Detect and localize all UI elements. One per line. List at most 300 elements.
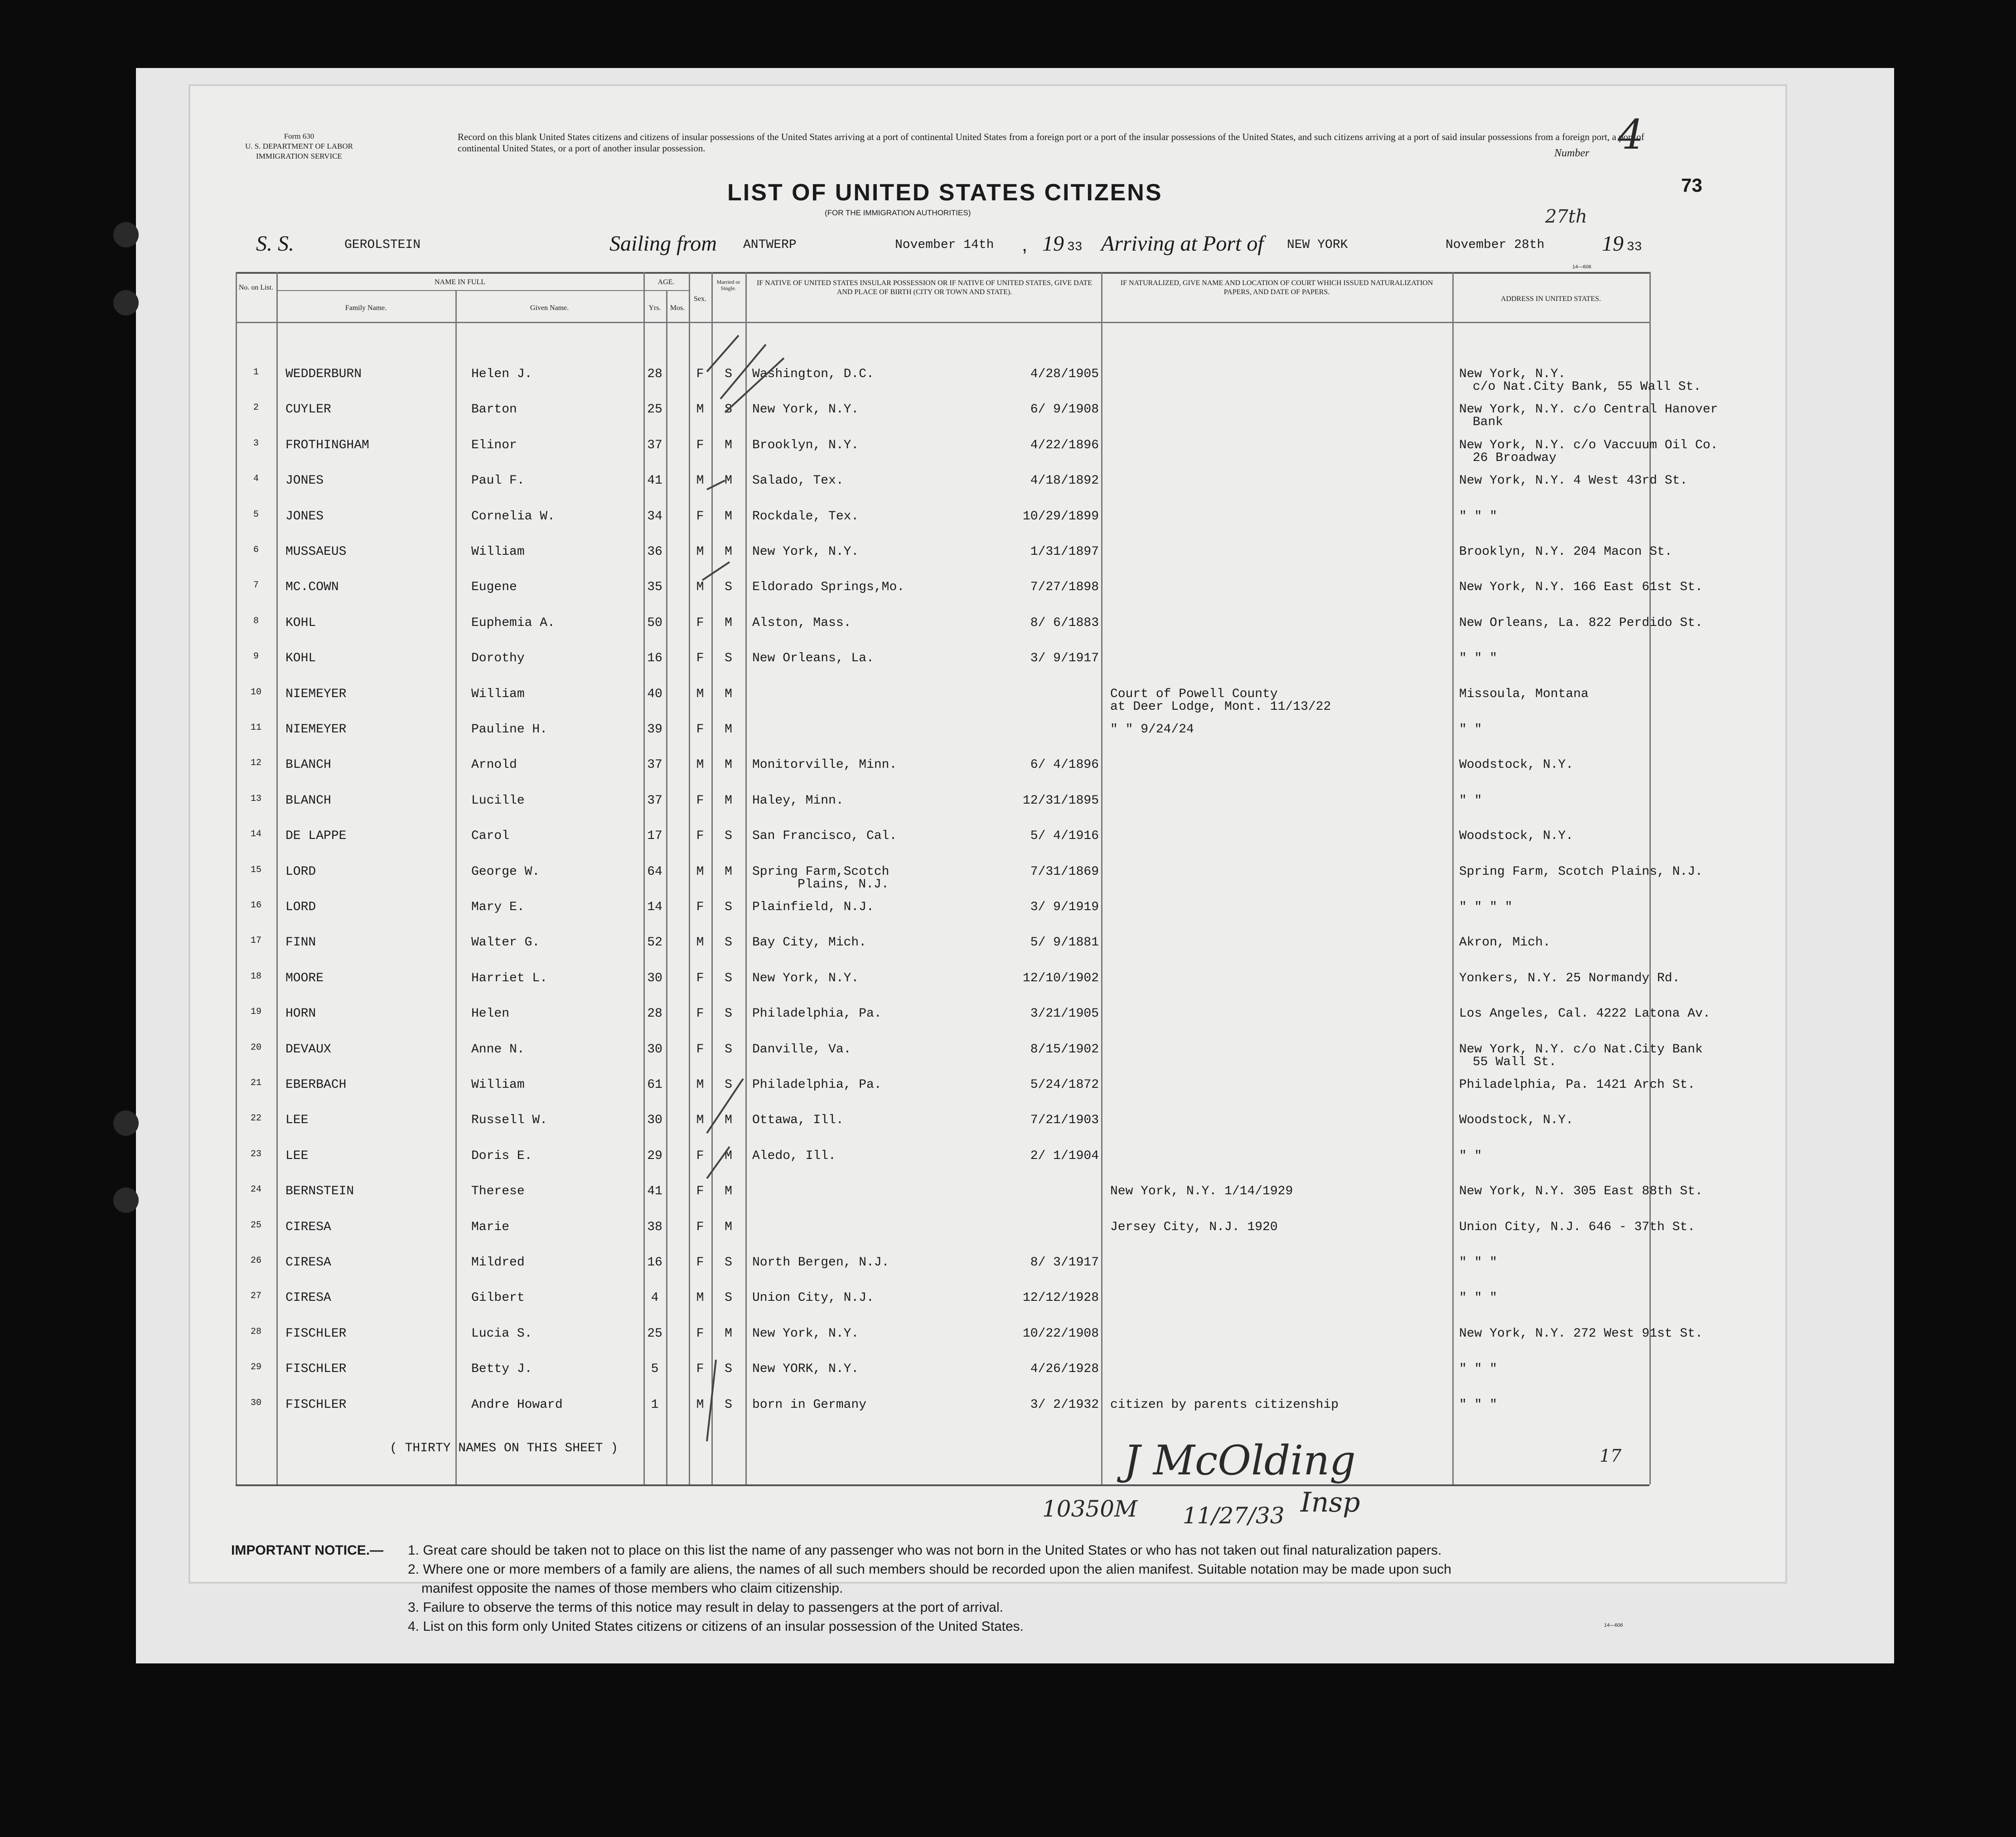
cell-family: LEE: [285, 1113, 309, 1128]
cell-addr1: New York, N.Y. c/o Vaccuum Oil Co.: [1459, 438, 1718, 452]
inspector-signature: J McOlding: [1124, 1437, 1356, 1484]
cell-ms: S: [725, 1362, 732, 1377]
cell-given: Arnold: [471, 758, 517, 772]
cell-family: JONES: [285, 474, 324, 488]
cell-date: 7/21/1903: [1030, 1113, 1099, 1128]
year-prefix-2: 19: [1602, 232, 1624, 256]
cell-yrs: 41: [647, 1184, 662, 1199]
cell-addr1: New York, N.Y. 272 West 91st St.: [1459, 1326, 1703, 1341]
cell-addr1: Los Angeles, Cal. 4222 Latona Av.: [1459, 1007, 1711, 1021]
cell-yrs: 34: [647, 509, 662, 523]
cell-family: NIEMEYER: [285, 722, 347, 737]
cell-no: 26: [250, 1255, 261, 1266]
cell-sex: M: [696, 864, 704, 879]
cell-no: 19: [250, 1007, 261, 1018]
cell-place: New YORK, N.Y.: [752, 1362, 859, 1377]
cell-addr1: Akron, Mich.: [1459, 935, 1551, 950]
cell-sex: M: [696, 1078, 704, 1092]
cell-given: Lucia S.: [471, 1326, 532, 1341]
cell-ms: M: [725, 474, 732, 488]
notice-item-1: 1. Great care should be taken not to place on this list the name of any passenger who was not born in the United States or who has not taken out final naturalization papers.: [408, 1543, 1442, 1558]
inspection-date: 11/27/33: [1183, 1503, 1285, 1529]
cell-date: 8/15/1902: [1030, 1042, 1099, 1057]
cell-yrs: 37: [647, 793, 662, 808]
page-number: 73: [1681, 174, 1702, 196]
cell-given: Anne N.: [471, 1042, 525, 1057]
cell-place: Monitorville, Minn.: [752, 758, 897, 772]
cell-yrs: 37: [647, 758, 662, 772]
col-header-married: Married or Single.: [716, 279, 740, 291]
cell-no: 2: [253, 402, 259, 413]
cell-ms: M: [725, 864, 732, 879]
cell-given: Carol: [471, 829, 510, 843]
cell-ms: S: [725, 1078, 732, 1092]
cell-ms: S: [725, 829, 732, 843]
cell-addr1: " ": [1459, 793, 1482, 808]
cell-place: born in Germany: [752, 1397, 867, 1412]
cell-given: Elinor: [471, 438, 517, 452]
cell-yrs: 16: [647, 651, 662, 666]
cell-addr1: Woodstock, N.Y.: [1459, 758, 1574, 772]
sailing-year: 33: [1067, 240, 1083, 254]
cell-place: Rockdale, Tex.: [752, 509, 859, 523]
cell-no: 13: [250, 793, 261, 804]
cell-family: DEVAUX: [285, 1042, 331, 1057]
cell-given: Marie: [471, 1220, 510, 1234]
cell-family: LEE: [285, 1149, 309, 1163]
cell-sex: F: [696, 616, 704, 630]
cell-place: Philadelphia, Pa.: [752, 1007, 882, 1021]
cell-no: 16: [250, 900, 261, 911]
cell-sex: F: [696, 1326, 704, 1341]
cell-place: Brooklyn, N.Y.: [752, 438, 859, 452]
cell-place: North Bergen, N.J.: [752, 1255, 890, 1270]
cell-addr2: c/o Nat.City Bank, 55 Wall St.: [1473, 380, 1702, 394]
cell-family: JONES: [285, 509, 324, 523]
cell-family: CIRESA: [285, 1291, 331, 1305]
cell-ms: M: [725, 793, 732, 808]
cell-no: 8: [253, 616, 259, 626]
cell-no: 3: [253, 438, 259, 449]
cell-place: New York, N.Y.: [752, 402, 859, 417]
col-header-family: Family Name.: [345, 304, 387, 312]
cell-family: BERNSTEIN: [285, 1184, 354, 1199]
cell-sex: M: [696, 687, 704, 701]
cell-nat1: New York, N.Y. 1/14/1929: [1110, 1184, 1293, 1199]
cell-addr1: " ": [1459, 1149, 1482, 1163]
col-header-address: ADDRESS IN UNITED STATES.: [1501, 295, 1601, 303]
cell-yrs: 37: [647, 438, 662, 452]
cell-no: 30: [250, 1397, 261, 1408]
cell-given: Doris E.: [471, 1149, 532, 1163]
cell-given: Euphemia A.: [471, 616, 555, 630]
cell-sex: F: [696, 1149, 704, 1163]
cell-no: 15: [250, 864, 261, 875]
cell-sex: M: [696, 545, 704, 559]
cell-yrs: 17: [647, 829, 662, 843]
cell-addr1: Yonkers, N.Y. 25 Normandy Rd.: [1459, 971, 1680, 985]
sailing-label: Sailing from: [609, 232, 717, 256]
cell-given: Barton: [471, 402, 517, 417]
cell-date: 6/ 9/1908: [1030, 402, 1099, 417]
cell-addr1: New York, N.Y.: [1459, 367, 1566, 381]
cell-no: 6: [253, 545, 259, 555]
cell-sex: F: [696, 1255, 704, 1270]
cell-no: 24: [250, 1184, 261, 1195]
col-header-age: AGE.: [657, 278, 675, 286]
cell-no: 21: [250, 1078, 261, 1088]
cell-yrs: 52: [647, 935, 662, 950]
cell-date: 4/22/1896: [1030, 438, 1099, 452]
year-prefix-1: 19: [1042, 232, 1064, 256]
cell-yrs: 29: [647, 1149, 662, 1163]
cell-addr2: 55 Wall St.: [1473, 1055, 1557, 1069]
cell-place: Washington, D.C.: [752, 367, 874, 381]
cell-nat1: " " 9/24/24: [1110, 722, 1194, 737]
cell-addr1: " " ": [1459, 651, 1498, 666]
cell-no: 20: [250, 1042, 261, 1053]
cell-addr1: New York, N.Y. 4 West 43rd St.: [1459, 474, 1688, 488]
cell-yrs: 30: [647, 1113, 662, 1128]
cell-no: 7: [253, 580, 259, 591]
cell-addr1: " ": [1459, 722, 1482, 737]
cell-addr1: Philadelphia, Pa. 1421 Arch St.: [1459, 1078, 1695, 1092]
col-header-birth: IF NATIVE OF UNITED STATES INSULAR POSSESSION OR IF NATIVE OF UNITED STATES, GIVE DATE AND PLACE OF BIRTH (CITY OR TOWN AND STATE).: [756, 279, 1093, 296]
cell-date: 10/22/1908: [1022, 1326, 1099, 1341]
tally-number: 17: [1600, 1446, 1622, 1466]
cell-sex: F: [696, 722, 704, 737]
col-header-yrs: Yrs.: [648, 304, 661, 312]
arrival-port: NEW YORK: [1287, 238, 1348, 252]
cell-no: 17: [250, 935, 261, 946]
cell-given: Betty J.: [471, 1362, 532, 1377]
cell-no: 4: [253, 474, 259, 485]
cell-given: Eugene: [471, 580, 517, 595]
cell-date: 1/31/1897: [1030, 545, 1099, 559]
cell-sex: M: [696, 402, 704, 417]
cell-place: New Orleans, La.: [752, 651, 874, 666]
cell-ms: S: [725, 651, 732, 666]
cell-place: Salado, Tex.: [752, 474, 844, 488]
cell-family: MUSSAEUS: [285, 545, 347, 559]
cell-yrs: 30: [647, 971, 662, 985]
cell-no: 25: [250, 1220, 261, 1231]
cell-yrs: 1: [651, 1397, 659, 1412]
cell-nat2: at Deer Lodge, Mont. 11/13/22: [1110, 699, 1331, 714]
cell-ms: M: [725, 545, 732, 559]
cell-place: Danville, Va.: [752, 1042, 851, 1057]
cell-ms: M: [725, 687, 732, 701]
cell-family: FISCHLER: [285, 1397, 347, 1412]
cell-sex: M: [696, 474, 704, 488]
cell-family: EBERBACH: [285, 1078, 347, 1092]
cell-date: 3/21/1905: [1030, 1007, 1099, 1021]
cell-yrs: 50: [647, 616, 662, 630]
cell-yrs: 28: [647, 1007, 662, 1021]
arrival-year: 33: [1627, 240, 1642, 254]
cell-family: FISCHLER: [285, 1326, 347, 1341]
page-subtitle: (FOR THE IMMIGRATION AUTHORITIES): [825, 208, 971, 217]
department: U. S. DEPARTMENT OF LABOR: [245, 142, 353, 150]
cell-date: 8/ 6/1883: [1030, 616, 1099, 630]
cell-sex: F: [696, 1042, 704, 1057]
cell-place: Philadelphia, Pa.: [752, 1078, 882, 1092]
notice-item-2-cont: manifest opposite the names of those members who claim citizenship.: [421, 1581, 843, 1596]
notice-item-2: 2. Where one or more members of a family are aliens, the names of all such members should be recorded upon the alien manifest. Suitable notation may be made upon such: [408, 1562, 1451, 1577]
cell-ms: S: [725, 1007, 732, 1021]
cell-place: Eldorado Springs,Mo.: [752, 580, 905, 595]
cell-yrs: 5: [651, 1362, 659, 1377]
cell-nat1: citizen by parents citizenship: [1110, 1397, 1339, 1412]
inspection-stamp: 10350M: [1042, 1496, 1138, 1522]
cell-ms: S: [725, 402, 732, 417]
cell-place: Bay City, Mich.: [752, 935, 867, 950]
sailing-date: November 14th: [895, 238, 994, 252]
cell-sex: M: [696, 1113, 704, 1128]
cell-given: Dorothy: [471, 651, 525, 666]
cell-given: Gilbert: [471, 1291, 525, 1305]
number-label: Number: [1554, 147, 1590, 159]
cell-no: 1: [253, 367, 259, 378]
cell-addr1: Missoula, Montana: [1459, 687, 1589, 701]
cell-yrs: 39: [647, 722, 662, 737]
cell-given: Russell W.: [471, 1113, 548, 1128]
cell-place: Aledo, Ill.: [752, 1149, 836, 1163]
cell-ms: S: [725, 1397, 732, 1412]
form-code-top: 14—606: [1572, 264, 1591, 270]
cell-family: FINN: [285, 935, 316, 950]
cell-ms: M: [725, 722, 732, 737]
cell-yrs: 41: [647, 474, 662, 488]
cell-given: Walter G.: [471, 935, 540, 950]
number-value: 4: [1618, 111, 1644, 159]
cell-sex: M: [696, 1397, 704, 1412]
cell-date: 5/ 4/1916: [1030, 829, 1099, 843]
cell-family: CUYLER: [285, 402, 331, 417]
arrival-date: November 28th: [1446, 238, 1545, 252]
cell-addr1: Spring Farm, Scotch Plains, N.J.: [1459, 864, 1703, 879]
notice-item-4: 4. List on this form only United States citizens or citizens of an insular possession of the United States.: [408, 1619, 1024, 1634]
cell-ms: M: [725, 616, 732, 630]
cell-addr1: New York, N.Y. 166 East 61st St.: [1459, 580, 1703, 595]
cell-addr1: Woodstock, N.Y.: [1459, 829, 1574, 843]
cell-date: 12/10/1902: [1022, 971, 1099, 985]
form-header-block: [240, 131, 358, 161]
binder-hole: [113, 1110, 139, 1136]
cell-yrs: 28: [647, 367, 662, 381]
cell-sex: F: [696, 793, 704, 808]
cell-date: 4/28/1905: [1030, 367, 1099, 381]
arrival-date-correction: 27th: [1545, 206, 1587, 227]
cell-date: 3/ 9/1917: [1030, 651, 1099, 666]
cell-date: 12/31/1895: [1022, 793, 1099, 808]
cell-yrs: 16: [647, 1255, 662, 1270]
cell-no: 27: [250, 1291, 261, 1302]
cell-no: 22: [250, 1113, 261, 1124]
cell-ms: S: [725, 1255, 732, 1270]
cell-date: 3/ 9/1919: [1030, 900, 1099, 914]
cell-place: New York, N.Y.: [752, 971, 859, 985]
cell-no: 10: [250, 687, 261, 698]
cell-no: 28: [250, 1326, 261, 1337]
cell-sex: F: [696, 829, 704, 843]
cell-family: LORD: [285, 864, 316, 879]
cell-place: New York, N.Y.: [752, 545, 859, 559]
cell-given: Paul F.: [471, 474, 525, 488]
cell-ms: S: [725, 935, 732, 950]
cell-date: 7/27/1898: [1030, 580, 1099, 595]
cell-no: 23: [250, 1149, 261, 1159]
form-code-bottom: 14—606: [1604, 1623, 1623, 1628]
cell-given: Lucille: [471, 793, 525, 808]
cell-ms: M: [725, 1184, 732, 1199]
cell-place: San Francisco, Cal.: [752, 829, 897, 843]
cell-family: FROTHINGHAM: [285, 438, 369, 452]
cell-place: Plainfield, N.J.: [752, 900, 874, 914]
form-intro-text: Record on this blank United States citizens and citizens of insular possessions of the United States arriving at a port of continental United States from a foreign port or a port of the insular possessions of the United States, and such citizens arriving at a port of said insular possessions from a foreign port, a port of continental United States, or a port of another insular possession.: [458, 131, 1644, 154]
binder-hole: [113, 290, 139, 315]
cell-family: CIRESA: [285, 1255, 331, 1270]
cell-no: 18: [250, 971, 261, 982]
cell-place: Ottawa, Ill.: [752, 1113, 844, 1128]
cell-family: DE LAPPE: [285, 829, 347, 843]
page-title: LIST OF UNITED STATES CITIZENS: [727, 179, 1163, 206]
cell-addr1: New York, N.Y. c/o Nat.City Bank: [1459, 1042, 1703, 1057]
cell-no: 9: [253, 651, 259, 662]
cell-addr1: Brooklyn, N.Y. 204 Macon St.: [1459, 545, 1673, 559]
cell-ms: S: [725, 580, 732, 595]
cell-date: 7/31/1869: [1030, 864, 1099, 879]
cell-given: Mildred: [471, 1255, 525, 1270]
cell-given: Cornelia W.: [471, 509, 555, 523]
cell-yrs: 38: [647, 1220, 662, 1234]
cell-date: 5/24/1872: [1030, 1078, 1099, 1092]
cell-yrs: 61: [647, 1078, 662, 1092]
cell-given: George W.: [471, 864, 540, 879]
cell-ms: S: [725, 900, 732, 914]
cell-yrs: 30: [647, 1042, 662, 1057]
cell-yrs: 40: [647, 687, 662, 701]
cell-date: 3/ 2/1932: [1030, 1397, 1099, 1412]
cell-family: NIEMEYER: [285, 687, 347, 701]
cell-date: 4/26/1928: [1030, 1362, 1099, 1377]
notice-item-3: 3. Failure to observe the terms of this notice may result in delay to passengers at the port of arrival.: [408, 1600, 1003, 1615]
cell-ms: M: [725, 509, 732, 523]
cell-no: 5: [253, 509, 259, 520]
cell-addr2: Bank: [1473, 415, 1504, 430]
cell-ms: S: [725, 1291, 732, 1305]
cell-given: William: [471, 1078, 525, 1092]
cell-yrs: 64: [647, 864, 662, 879]
cell-sex: M: [696, 758, 704, 772]
cell-date: 4/18/1892: [1030, 474, 1099, 488]
pencil-check-marks: [689, 308, 807, 1441]
binder-hole: [113, 222, 139, 247]
cell-addr1: New York, N.Y. 305 East 88th St.: [1459, 1184, 1703, 1199]
manifest-sheet: Form 630 U. S. DEPARTMENT OF LABOR IMMIGRATION SERVICE Record on this blank United States citizens and citizens of insular possessions of the United States arriving at a port of continental United States from a foreign port or a port of the insular possessions of the United States, and such citizens arriving at a port of said insular possessions from a foreign port, a port of continental United States, or a port of another insular possession. Number 4 73 LIST OF UNITED STATES CITIZENS (FOR THE IMMIGRATION AUTHORITIES) S. S. GEROLSTEIN Sailing from ANTWERP November 14th , 19 33 Arriving at Port of NEW YORK November 28th 27th 19 33 14—606 No. on List. NAME IN FULL Family Name. Given Name. AGE. Yrs. Mos. Sex. Married or Single. IF NATIVE OF UNITED STATES INSULAR POSSESSION OR IF NATIVE OF UNITED STATES, GIVE DATE AND PLACE OF BIRTH (CITY OR TOWN AND STATE). IF NATURALIZED, GIVE NAME AND LOCATION OF COURT WHICH ISSUED NATURALIZATION PAPERS, AND DATE OF PAPERS. ADDRESS IN UNITED STATES. 1 WEDDERBURN Helen J. 28 F S Washington, D.C. 4/28/1905 New York, N.Y. c/o Nat.City Bank, 55 Wall St. 2 CUYLER Barton 25 M S New York, N.Y. 6/ 9/1908 New York, N.Y. c/o Central Hanover Bank 3 FROTHINGHAM Elinor 37 F M Brooklyn, N.Y. 4/22/1896 New York, N.Y. c/o Vaccuum Oil Co. 26 Broadway 4 JONES Paul F. 41 M M Salado, Tex. 4/18/1892 New York, N.Y. 4 West 43rd St. 5 JONES Cornelia W. 34 F M Rockdale, Tex. 10/29/1899 " " " 6 MUSSAEUS William 36 M M New York, N.Y. 1/31/1897 Brooklyn, N.Y. 204 Macon St. 7 MC.COWN Eugene 35 M S Eldorado Springs,Mo. 7/27/1898 New York, N.Y. 166 East 61st St. 8 KOHL Euphemia A. 50 F M Alston, Mass. 8/ 6/1883 New Orleans, La. 822 Perdido St. 9 KOHL Dorothy 16 F S New Orleans, La. 3/ 9/1917 " " " 10 NIEMEYER William 40 M M Court of Powell County Missoula, Montana at Deer Lodge, Mont. 11/13/22 11 NIEMEYER Pauline H. 39 F M " " 9/24/24 " " 12 BLANCH Arnold 37 M M Monitorville, Minn. 6/ 4/1896 Woodstock, N.Y. 13 BLANCH Lucille 37 F M Haley, Minn. 12/31/1895 " " 14 DE LAPPE Carol 17 F S San Francisco, Cal. 5/ 4/1916 Woodstock, N.Y. 15 LORD George W. 64 M M Spring Farm,Scotch 7/31/1869 Spring Farm, Scotch Plains, N.J. Plains, N.J. 16 LORD Mary E. 14 F S Plainfield, N.J. 3/ 9/1919 " " " " 17 FINN Walter G. 52 M S Bay City, Mich. 5/ 9/1881 Akron, Mich. 18 MOORE Harriet L. 30 F S New York, N.Y. 12/10/1902 Yonkers, N.Y. 25 Normandy Rd. 19 HORN Helen 28 F S Philadelphia, Pa. 3/21/1905 Los Angeles, Cal. 4222 Latona Av. 20 DEVAUX Anne N. 30 F S Danville, Va. 8/15/1902 New York, N.Y. c/o Nat.City Bank 55 Wall St. 21 EBERBACH William 61 M S Philadelphia, Pa. 5/24/1872 Philadelphia, Pa. 1421 Arch St. 22 LEE Russell W. 30 M M Ottawa, Ill. 7/21/1903 Woodstock, N.Y. 23 LEE Doris E. 29 F M Aledo, Ill. 2/ 1/1904 " " 24 BERNSTEIN Therese 41 F M New York, N.Y. 1/14/1929 New York, N.Y. 305 East 88th St. 25 CIRESA Marie 38 F M Jersey City, N.J. 1920 Union City, N.J. 646 - 37th St. 26 CIRESA Mildred 16 F S North Bergen, N.J. 8/ 3/1917 " " " 27 CIRESA Gilbert 4 M S Union City, N.J. 12/12/1928 " " " 28 FISCHLER Lucia S. 25 F M New York, N.Y. 10/22/1908 New York, N.Y. 272 West 91st St. 29 FISCHLER Betty J. 5 F S New YORK, N.Y. 4/26/1928 " " " 30 FISCHLER Andre Howard 1 M S born in Germany 3/ 2/1932 citizen by parents citizenship " " " ( THIRTY NAMES ON THIS SHEET ) 17 10350M 11/27/33 J McOlding Insp IMPORTANT NOTICE.— 1. Great care should be taken not to place on this list the name of any passenger who was not born in the United States or who has not taken out final naturalization papers. 2. Where one or more members of a family are aliens, the names of all such members should be recorded upon the alien manifest. Suitable notation may be made upon such manifest opposite the names of those members who claim citizenship. 3. Failure to observe the terms of this notice may result in delay to passengers at the port of arrival. 4. List on this form only United States citizens or citizens of an insular possession of the United States. 14—606: [190, 86, 1785, 1582]
cell-ms: S: [725, 367, 732, 381]
cell-ms: S: [725, 971, 732, 985]
cell-ms: M: [725, 438, 732, 452]
inspector-title: Insp: [1300, 1487, 1360, 1518]
cell-date: 6/ 4/1896: [1030, 758, 1099, 772]
ship-name: GEROLSTEIN: [344, 238, 421, 252]
cell-ms: M: [725, 1113, 732, 1128]
col-header-no: No. on List.: [238, 284, 274, 291]
col-header-mos: Mos.: [670, 304, 685, 312]
cell-yrs: 25: [647, 402, 662, 417]
from-port: ANTWERP: [743, 238, 797, 252]
cell-ms: M: [725, 1326, 732, 1341]
cell-family: KOHL: [285, 616, 316, 630]
cell-addr1: New Orleans, La. 822 Perdido St.: [1459, 616, 1703, 630]
cell-given: Helen: [471, 1007, 510, 1021]
cell-place: New York, N.Y.: [752, 1326, 859, 1341]
service: IMMIGRATION SERVICE: [256, 152, 342, 160]
col-header-given: Given Name.: [530, 304, 569, 312]
cell-sex: M: [696, 1291, 704, 1305]
cell-sex: M: [696, 935, 704, 950]
cell-sex: F: [696, 900, 704, 914]
cell-sex: F: [696, 1220, 704, 1234]
cell-addr2: 26 Broadway: [1473, 451, 1557, 465]
cell-place: Haley, Minn.: [752, 793, 844, 808]
col-header-naturalized: IF NATURALIZED, GIVE NAME AND LOCATION OF COURT WHICH ISSUED NATURALIZATION PAPERS, AND DATE OF PAPERS.: [1120, 279, 1433, 296]
cell-given: William: [471, 545, 525, 559]
cell-ms: M: [725, 1149, 732, 1163]
cell-addr1: " " ": [1459, 1362, 1498, 1377]
col-header-sex: Sex.: [694, 295, 706, 303]
cell-sex: F: [696, 651, 704, 666]
cell-yrs: 25: [647, 1326, 662, 1341]
cell-sex: F: [696, 438, 704, 452]
cell-given: Therese: [471, 1184, 525, 1199]
cell-ms: M: [725, 1220, 732, 1234]
cell-ms: M: [725, 758, 732, 772]
cell-family: LORD: [285, 900, 316, 914]
notice-label: IMPORTANT NOTICE.—: [231, 1543, 384, 1558]
cell-yrs: 14: [647, 900, 662, 914]
cell-family: HORN: [285, 1007, 316, 1021]
cell-addr1: " " ": [1459, 1291, 1498, 1305]
cell-family: KOHL: [285, 651, 316, 666]
cell-sex: M: [696, 580, 704, 595]
cell-addr1: " " ": [1459, 509, 1498, 523]
cell-family: BLANCH: [285, 793, 331, 808]
cell-addr1: Union City, N.J. 646 - 37th St.: [1459, 1220, 1695, 1234]
cell-family: FISCHLER: [285, 1362, 347, 1377]
cell-sex: F: [696, 1184, 704, 1199]
cell-family: MC.COWN: [285, 580, 339, 595]
cell-addr1: " " ": [1459, 1255, 1498, 1270]
cell-addr1: " " ": [1459, 1397, 1498, 1412]
cell-place: Union City, N.J.: [752, 1291, 874, 1305]
binder-hole: [113, 1188, 139, 1213]
arriving-label: Arriving at Port of: [1101, 232, 1264, 256]
cell-no: 14: [250, 829, 261, 840]
col-header-name: NAME IN FULL: [435, 278, 485, 286]
cell-family: CIRESA: [285, 1220, 331, 1234]
cell-date: 12/12/1928: [1022, 1291, 1099, 1305]
cell-given: Andre Howard: [471, 1397, 563, 1412]
cell-nat1: Court of Powell County: [1110, 687, 1278, 701]
cell-given: William: [471, 687, 525, 701]
cell-addr1: Woodstock, N.Y.: [1459, 1113, 1574, 1128]
cell-sex: F: [696, 367, 704, 381]
cell-date: 8/ 3/1917: [1030, 1255, 1099, 1270]
cell-family: BLANCH: [285, 758, 331, 772]
cell-no: 11: [250, 722, 261, 733]
